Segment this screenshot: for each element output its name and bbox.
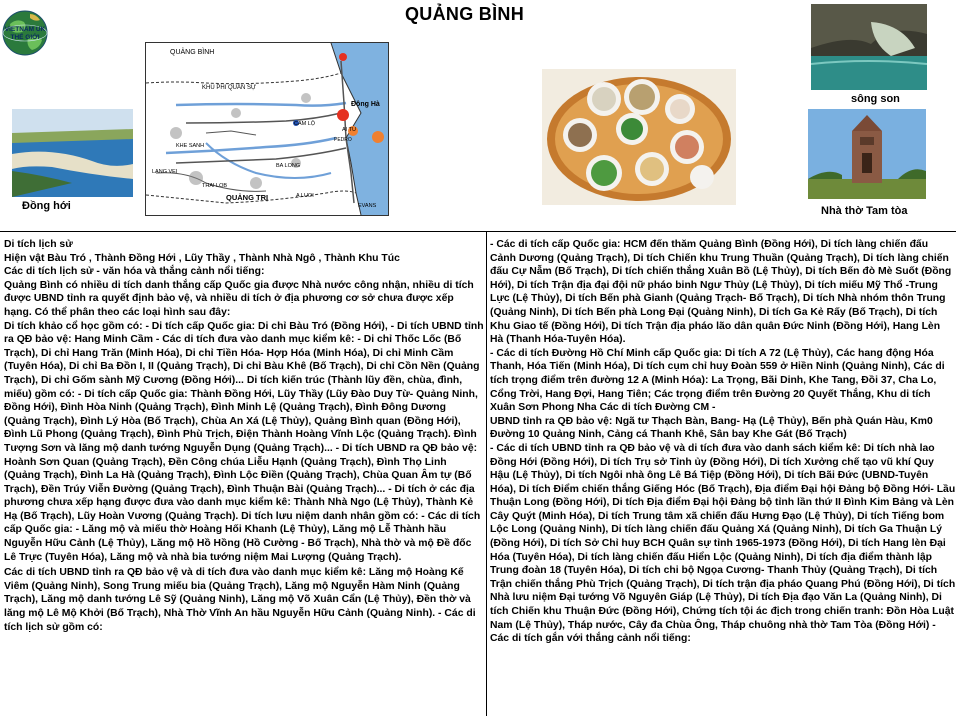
- map-label-evans: EVANS: [358, 203, 377, 209]
- photo-song-son: [811, 4, 927, 90]
- beach-image: [12, 109, 133, 197]
- photo-dong-hoi: [12, 109, 133, 197]
- column-divider: [486, 231, 487, 716]
- map-label-quang-binh: QUẢNG BÌNH: [170, 49, 215, 56]
- logo-text-1: VIETNAM UK: [4, 26, 46, 33]
- logo-badge: [2, 2, 48, 64]
- map-label-dong-ha: Đông Hà: [351, 101, 380, 108]
- caption-dong-hoi: Đồng hới: [22, 200, 71, 212]
- paragraph: Di tích khảo cổ học gồm có: - Di tích cấp Quốc gia: Di chỉ Bàu Tró (Đồng Hới), - Di tích UBND tỉnh ra QĐ bảo vệ: Hang Minh Cầm - Các di tích đưa vào danh mục kiểm kê: - Di chỉ Thốc Lốc (Bố Trạch), Di chỉ Hang Trăn (Minh Hóa), Di chỉ Tiền Hóa- Hợp Hóa (Minh Hóa), Di chỉ Minh Cầm (Tuyên Hóa), Di chỉ Ba Đồn I, II (Quảng Trạch), Di chỉ Bàu Khê (Bố Trạch), Di chỉ Cồn Nền (Quảng Trạch), Di chỉ Gốm sành Mỹ Cương (Đồng Hới)... Di tích kiến trúc (Thành lũy đền, chùa, đình, miếu) gồm có: - Di tích cấp Quốc gia: Thành Đồng Hới, Lũy Thầy (Lũy Đào Duy Từ- Quảng Ninh, Đồng Hới), Đình Hòa Ninh (Quảng Trạch), Đình Minh Lệ (Quảng Trạch), Đình Đông Dương (Quảng Trạch), Đình Lý Hòa (Bố Trạch), Chùa An Xá (Lệ Thủy), Quảng Bình quan (Đồng Hới), Đình Lũ Phong (Quảng Trạch), Đình Phù Trịch, Điện Thành Hoàng Vĩnh Lộc (Quảng Trạch). Đình Tượng Sơn và lăng mộ danh tướng Nguyễn Dụng (Quảng Trạch)... - Di tích UBND ra QĐ bảo vệ: Hoành Sơn Quan (Quảng Trạch), Đền Công chúa Liễu Hạnh (Quảng Trạch), Đình Thọ Linh (Quảng Trạch), Đình La Hà (Quảng Trạch), Đình Lộc Điền (Quảng Trạch), Chùa Quan Âm tự (Bố Trạch), Đền Trúy Viễn Đường (Quảng Trạch), Đình Thuận Bài (Quảng Trạch)... - Di tích ở các địa phương chưa xếp hạng được đưa vào danh mục kiểm kê: Thành Nhà Ngo (Lệ Thủy), Thành Kẻ Hạ (Bố Trạch), Lũy Hoàn Vương (Quảng Trạch). Di tích lưu niệm danh nhân gồm có: - Các di tích cấp Quốc gia: - Lăng mộ và miếu thờ Hoàng Hối Khanh (Lệ Thủy), Lăng mộ Lễ Thành hầu Nguyễn Hữu Cảnh (Lệ Thủy), Lăng mộ Hồ Hồng (Hồ Cường - Bố Trạch), Nhà thờ và mộ Đề đốc Lê Trực (Tuyên Hóa), Lăng mộ và nhà bia tướng niệm Mai Lượng (Quảng Trạch).: [4, 320, 484, 563]
- globe-logo-icon: [2, 2, 48, 64]
- right-column-text: [490, 238, 956, 716]
- paragraph: Quảng Bình có nhiều di tích danh thắng cấp Quốc gia được Nhà nước công nhận, nhiều di tích được UBND tỉnh ra quyết định bảo vệ, và nhiều di tích ở địa phương cơ sở chưa được xếp hạng. Có thể phân theo các loại hình sau đây:: [4, 279, 474, 318]
- map-label-dmz: KHU PHI QUÂN SỰ: [202, 85, 257, 91]
- province-map: [145, 42, 389, 216]
- paragraph: Các di tích lịch sử - văn hóa và thắng cảnh nổi tiếng:: [4, 266, 265, 278]
- map-label-cam-lo: CAM LỘ: [294, 121, 316, 127]
- paragraph: Hiện vật Bàu Tró , Thành Đồng Hới , Lũy Thầy , Thành Nhà Ngô , Thành Khu Túc: [4, 252, 400, 264]
- paragraph: UBND tỉnh ra QĐ bảo vệ: Ngã tư Thạch Bàn, Bang- Hạ (Lệ Thủy), Bến phà Quán Hàu, Km0 Đường 10 Quảng Ninh, Cảng cá Thanh Khê, Sân bay Khe Gát (Bố Trạch): [490, 415, 933, 441]
- left-column-text: [4, 238, 484, 716]
- paragraph: - Các di tích cấp Quốc gia: HCM đến thăm Quảng Bình (Đồng Hới), Di tích làng chiến đấu Cảnh Dương (Quảng Trạch), Di tích Chiến khu Trung Thuần (Quảng Trạch), Di tích làng chiến đấu Cự Nẫm (Bố Trạch), Di tích chiến thắng Xuân Bồ (Lệ Thủy), Di tích Bến đò Mè Suốt (Đồng Hới), Di tích Trận địa đại đội nữ pháo binh Ngư Thủy (Lệ Thủy), Di tích miếu Mỹ Thổ -Trung Lực (Lệ Thủy), Di tích Bến phà Gianh (Quảng Trạch- Bố Trạch), Di tích Nhà nhóm thôn Trung (Quảng Ninh), Di tích Bến phà Long Đại (Quảng Ninh), Di tích Ga Kẻ Rấy (Bố Trạch), Di tích Khu Giao tế (Đồng Hới), Di tích Trận địa pháo lão dân quân Đức Ninh (Đồng Hới), Hang Lèn Hà (Thanh Hóa-Tuyên Hóa).: [490, 239, 952, 346]
- map-label-a-luoi: A LUOI: [296, 193, 314, 199]
- photo-food: [542, 69, 736, 205]
- cave-image: [811, 4, 927, 90]
- paragraph: - Các di tích UBND tỉnh ra QĐ bảo vệ và di tích đưa vào danh sách kiểm kê: Di tích nhà lao Đồng Hới (Đồng Hới), Di tích Trụ sở Tỉnh ủy (Đồng Hới), Di tích Xưởng chế tạo vũ khí Quy Hậu (Lệ Thủy), Di tích Ngôi nhà ông Lê Bá Tiệp (Đồng Hới), Di tích Bãi Đức (UBND-Tuyên Hóa), Di tích Điểm chiến thắng Giếng Hóc (Bố Trạch), Địa điểm Đại hội Đảng bộ Đồng Hới- Lầu Thuận Long (Đồng Hới), Di tích Địa điểm Đại hội Đảng bộ tỉnh lần thứ II Đình Kim Bảng và Lèn Cây Quýt (Minh Hóa), Di tích Trung tâm xã chiến đấu Hưng Đạo (Lệ Thủy), Di tích Tiếng bom Lộc Long (Quảng Ninh), Di tích làng chiến đấu Quảng Xá (Quảng Ninh), Di tích Ga Thuận Lý (Đồng Hới), Di tích Sở Chỉ huy BCH Quân sự tỉnh 1965-1973 (Đồng Hới), Di tích Hang lèn Đại Hóa (Tuyên Hóa), Di tích làng chiến đấu Hiển Lộc (Quảng Ninh), Di tích địa điểm thành lập Trung đoàn 18 (Tuyên Hóa), Di tích chi bộ Ngọa Cương- Thanh Thủy (Quảng Trạch), Di tích Trận chiến thắng Phù Trịch (Quảng Trạch), Di tích trận địa pháo Quang Phú (Đồng Hới), Di tích Nhà lưu niệm Đại tướng Võ Nguyên Giáp (Lệ Thủy), Di tích Địa đạo Văn La (Quảng Ninh), Di tích Chiến khu Thuận Đức (Đồng Hới), Chứng tích tội ác địch trong chiến tranh: Đồn Hòa Luật Nam (Lệ Thủy), Tháp nước, Cây đa Chùa Ông, Tháp chuông nhà thờ Tam Tòa (Đồng Hới) - Các di tích gắn với thắng cảnh nổi tiếng:: [490, 442, 956, 645]
- logo-text-2: THẾ GIỚI: [10, 34, 40, 41]
- map-label-lang-vei: LANG VEI: [152, 169, 178, 175]
- map-label-pedro: PEDRO: [334, 137, 352, 143]
- map-label-ai-tu: AI TU: [342, 127, 356, 133]
- paragraph: Các di tích UBND tỉnh ra QĐ bảo vệ và di tích đưa vào danh mục kiểm kê: Lăng mộ Hoàng Kế Viêm (Quảng Ninh), Song Trung miếu bia (Quảng Trạch), Lăng mộ Nguyễn Hàm Ninh (Quảng Trạch), Lăng mộ danh tướng Lê Sỹ (Quảng Ninh), Lăng mộ Võ Xuân Cẩn (Lệ Thủy), Đền thờ và lăng mộ Lê Mộ Khởi (Bố Trạch), Nhà Thờ Vĩnh An hầu Nguyễn Hữu Cảnh (Quảng Ninh). - Các di tích lịch sử gồm có:: [4, 567, 476, 633]
- church-image: [808, 109, 926, 199]
- paragraph: - Các di tích Đường Hồ Chí Minh cấp Quốc gia: Di tích A 72 (Lệ Thủy), Các hang động Hóa Thanh, Hóa Tiến (Minh Hóa), Di tích cụm chỉ huy Đoàn 559 ở Hiền Ninh (Quảng Ninh), Các di tích trọng điểm trên đường 12 A (Minh Hóa): La Trọng, Bãi Dinh, Khe Tang, Đồi 37, Cha Lo, Cổng Trời, Hang Đợi, Hang Tiên; Các trọng điểm trên Đường 20 Quyết Thắng, Khu di tích Xuân Sơn Phong Nha Các di tích Đường CM -: [490, 347, 945, 414]
- map-label-khe-sanh: KHE SANH: [176, 143, 205, 149]
- caption-song-son: sông son: [851, 93, 900, 105]
- map-label-quang-tri: QUẢNG TRỊ: [226, 193, 269, 202]
- map-label-thai-lob: THAI LOB: [202, 183, 228, 189]
- paragraph: Di tích lịch sử: [4, 239, 73, 250]
- page-title: QUẢNG BÌNH: [405, 4, 524, 24]
- map-label-ba-long: BA LONG: [276, 163, 301, 169]
- caption-nha-tho: Nhà thờ Tam tòa: [821, 205, 908, 217]
- horizontal-rule: [0, 231, 956, 232]
- food-image: [542, 69, 736, 205]
- photo-nha-tho: [808, 109, 926, 199]
